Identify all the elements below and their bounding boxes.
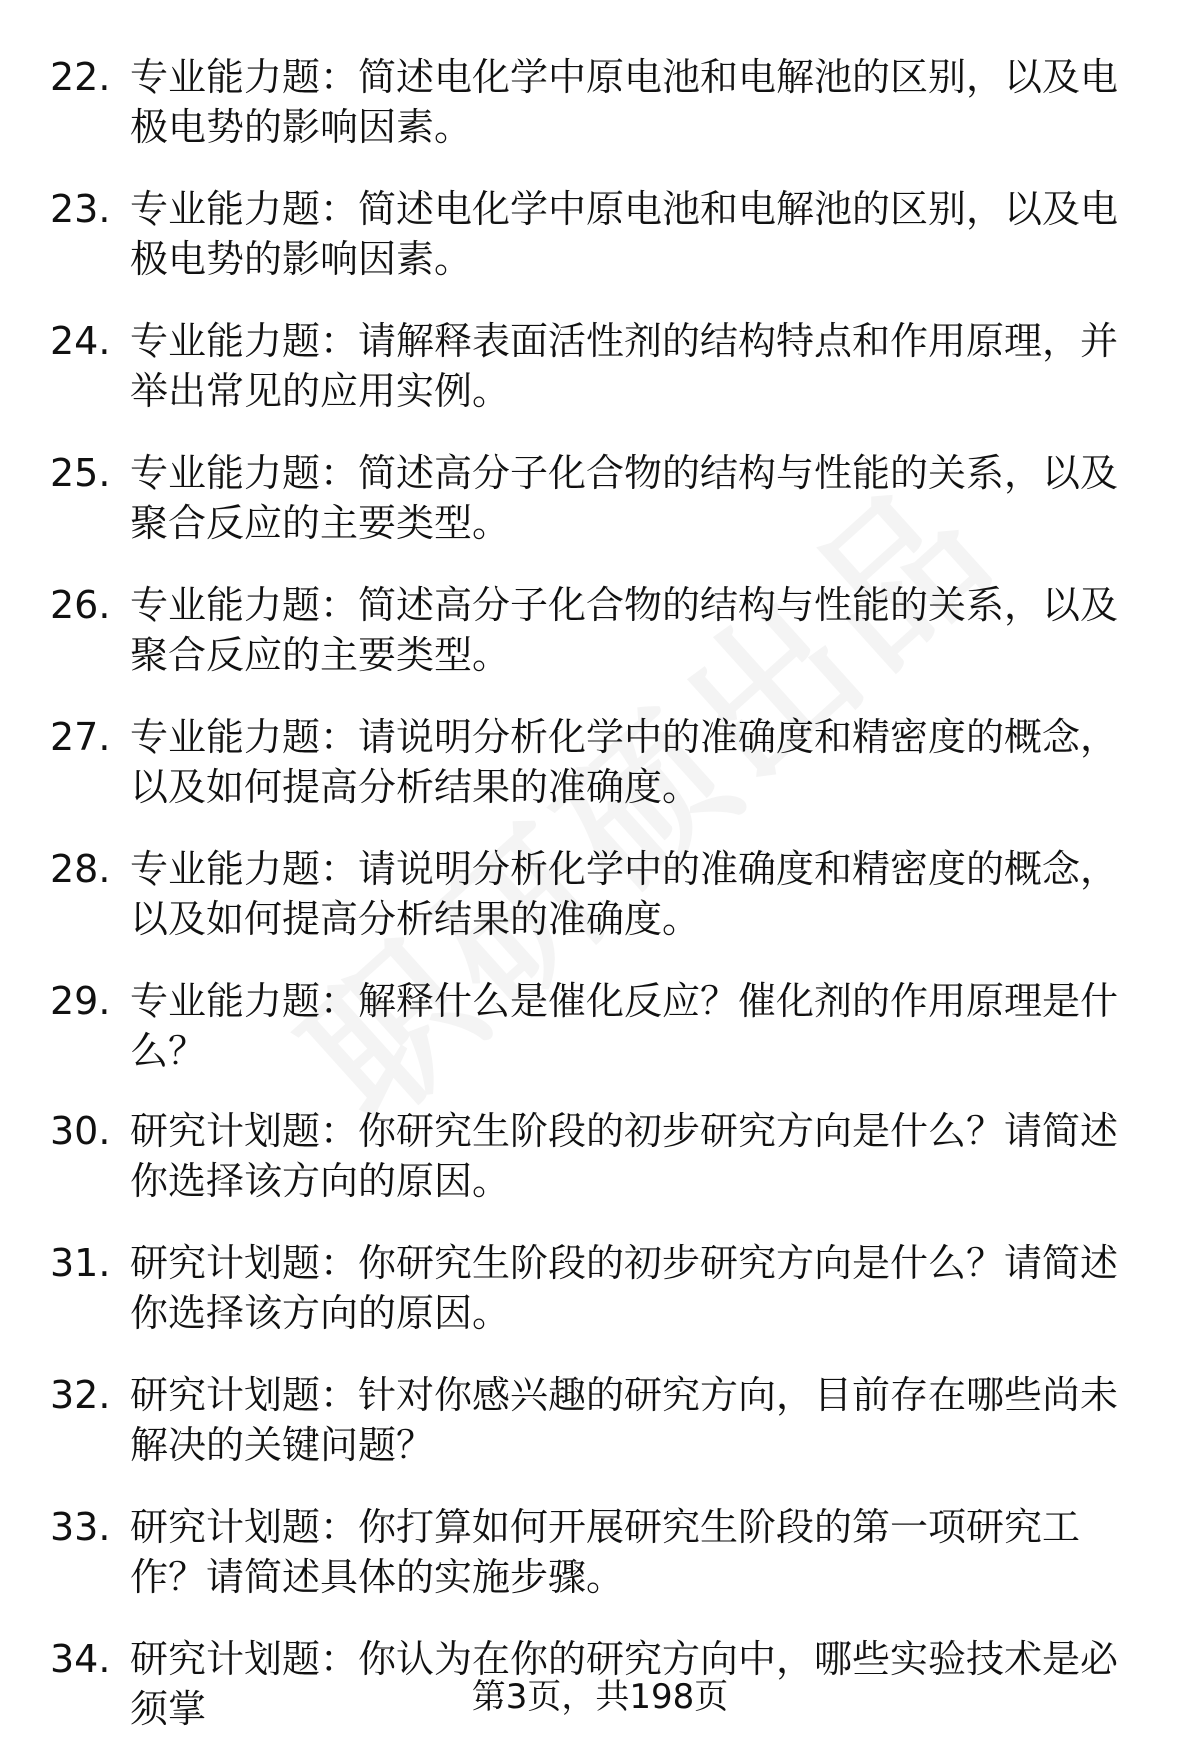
question-number: 31. xyxy=(50,1241,111,1285)
question-text: 研究计划题：你打算如何开展研究生阶段的第一项研究工作？请简述具体的实施步骤。 xyxy=(130,1505,1081,1599)
question-item xyxy=(50,448,1150,548)
question-number: 22. xyxy=(50,55,111,99)
question-text: 专业能力题：解释什么是催化反应？催化剂的作用原理是什么？ xyxy=(130,979,1119,1073)
question-item xyxy=(50,580,1150,680)
question-text: 研究计划题：你研究生阶段的初步研究方向是什么？请简述你选择该方向的原因。 xyxy=(130,1241,1119,1335)
question-text: 研究计划题：你研究生阶段的初步研究方向是什么？请简述你选择该方向的原因。 xyxy=(130,1109,1119,1203)
question-text: 专业能力题：请解释表面活性剂的结构特点和作用原理，并举出常见的应用实例。 xyxy=(130,319,1119,413)
question-text: 专业能力题：简述电化学中原电池和电解池的区别，以及电极电势的影响因素。 xyxy=(130,55,1119,149)
question-text: 专业能力题：请说明分析化学中的准确度和精密度的概念，以及如何提高分析结果的准确度。 xyxy=(130,715,1119,809)
question-item xyxy=(50,1106,1150,1206)
question-item xyxy=(50,844,1150,944)
question-item xyxy=(50,52,1150,152)
question-item xyxy=(50,1370,1150,1470)
question-text: 研究计划题：你认为在你的研究方向中，哪些实验技术是必须掌 xyxy=(130,1637,1119,1731)
question-item xyxy=(50,1502,1150,1602)
question-item xyxy=(50,1238,1150,1338)
question-text: 专业能力题：简述高分子化合物的结构与性能的关系，以及聚合反应的主要类型。 xyxy=(130,583,1119,677)
question-text: 专业能力题：简述电化学中原电池和电解池的区别，以及电极电势的影响因素。 xyxy=(130,187,1119,281)
question-number: 28. xyxy=(50,847,111,891)
question-number: 29. xyxy=(50,979,111,1023)
question-item xyxy=(50,184,1150,284)
page-footer: 第3页，共198页 xyxy=(471,1677,729,1717)
question-item xyxy=(50,976,1150,1076)
question-number: 32. xyxy=(50,1373,111,1417)
question-number: 25. xyxy=(50,451,111,495)
question-text: 研究计划题：针对你感兴趣的研究方向，目前存在哪些尚未解决的关键问题？ xyxy=(130,1373,1119,1467)
question-item xyxy=(50,316,1150,416)
question-number: 24. xyxy=(50,319,111,363)
question-number: 30. xyxy=(50,1109,111,1153)
question-number: 23. xyxy=(50,187,111,231)
question-number: 26. xyxy=(50,583,111,627)
question-item xyxy=(50,712,1150,812)
question-number: 34. xyxy=(50,1637,111,1681)
question-number: 27. xyxy=(50,715,111,759)
question-text: 专业能力题：请说明分析化学中的准确度和精密度的概念，以及如何提高分析结果的准确度。 xyxy=(130,847,1119,941)
question-number: 33. xyxy=(50,1505,111,1549)
question-text: 专业能力题：简述高分子化合物的结构与性能的关系，以及聚合反应的主要类型。 xyxy=(130,451,1119,545)
